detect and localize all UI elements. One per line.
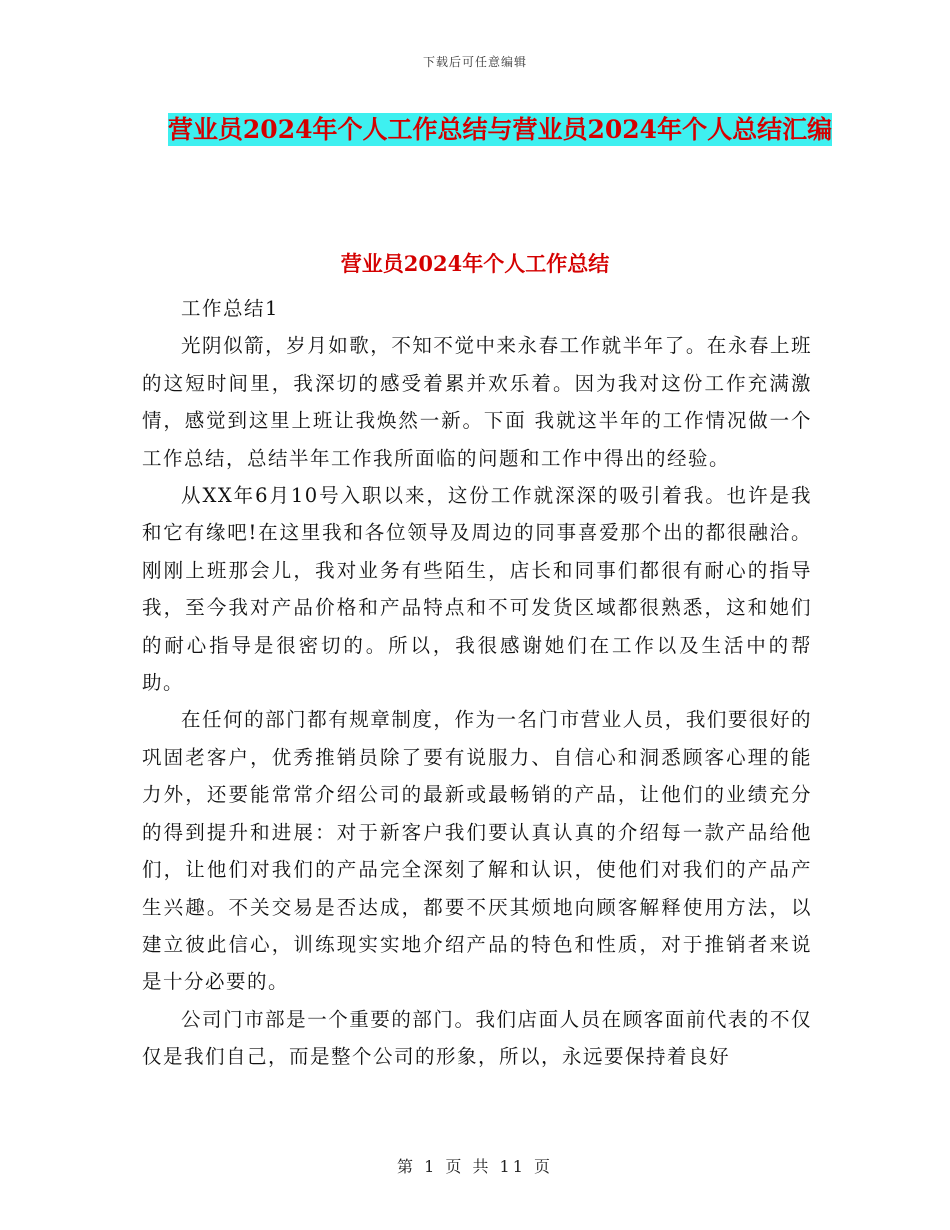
paragraph: 公司门市部是一个重要的部门。我们店面人员在顾客面前代表的不仅仅是我们自己，而是整个公司的形象，所以，永远要保持着良好 [142, 1007, 812, 1069]
page-header-note: 下载后可任意编辑 [422, 55, 527, 69]
paragraph: 光阴似箭，岁月如歌，不知不觉中来永春工作就半年了。在永春上班的这短时间里，我深切的感受着累并欢乐着。因为我对这份工作充满激情，感觉到这里上班让我焕然一新。下面 我就这半年的工作情况做一个工作总结，总结半年工作我所面临的问题和工作中得出的经验。 [142, 334, 812, 470]
paragraph-heading: 工作总结1 [181, 297, 279, 320]
page-footer: 第 1 页 共 11 页 [397, 1157, 553, 1176]
document-title [145, 106, 855, 154]
document-body [142, 290, 812, 1076]
paragraph: 从XX年6月10号入职以来，这份工作就深深的吸引着我。也许是我和它有缘吧!在这里我和各位领导及周边的同事喜爱那个出的都很融洽。刚刚上班那会儿，我对业务有些陌生，店长和同事们都很有耐心的指导我，至今我对产品价格和产品特点和不可发货区域都很熟悉，这和她们的耐心指导是很密切的。所以，我很感谢她们在工作以及生活中的帮助。 [142, 484, 812, 695]
section-title: 营业员2024年个人工作总结 [340, 251, 610, 276]
document-title-text: 营业员2024年个人工作总结与营业员2024年个人总结汇编 [167, 115, 833, 144]
paragraph: 在任何的部门都有规章制度，作为一名门市营业人员，我们要很好的巩固老客户，优秀推销员除了要有说服力、自信心和洞悉顾客心理的能力外，还要能常常介绍公司的最新或最畅销的产品，让他们的业绩充分的得到提升和进展：对于新客户我们要认真认真的介绍每一款产品给他们，让他们对我们的产品完全深刻了解和认识，使他们对我们的产品产生兴趣。不关交易是否达成，都要不厌其烦地向顾客解释使用方法，以建立彼此信心，训练现实实地介绍产品的特色和性质，对于推销者来说是十分必要的。 [142, 708, 812, 994]
